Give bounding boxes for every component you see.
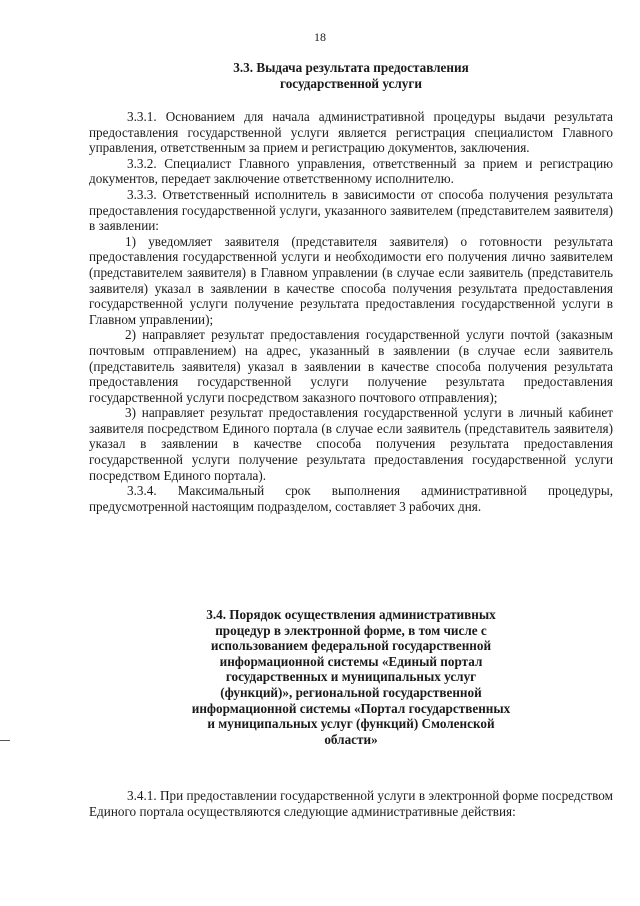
section-3-4-heading-line: государственных и муниципальных услуг <box>225 669 477 685</box>
section-3-4-heading-line: (функций)», региональной государственной <box>220 684 482 700</box>
paragraph-3-3-2: 3.3.2. Специалист Главного управления, ответственный за прием и регистрацию документов, передает заключение ответственному исполнителю. <box>89 155 613 187</box>
section-3-4-body <box>89 788 613 819</box>
section-3-4-heading-line: процедур в электронной форме, в том числе с <box>215 622 487 638</box>
margin-mark <box>0 740 10 741</box>
section-3-3-heading-line1: 3.3. Выдача результата предоставления <box>233 60 469 75</box>
paragraph-3-3-1: 3.3.1. Основанием для начала административной процедуры выдачи результата предоставления государственной услуги является регистрация специалистом Главного управления, ответственным за прием и регистрацию документов, заключения. <box>89 109 613 156</box>
list-item-3: 3) направляет результат предоставления государственной услуги в личный кабинет заявителя посредством Единого портала (в случае если заявитель (представитель заявителя) указал в заявлении в качестве способа получения результата предоставления государственной услуги получение результата предоставления государственной услуги посредством Единого портала). <box>89 405 613 483</box>
section-3-4-heading-line: информационной системы «Единый портал <box>219 653 483 669</box>
list-item-1: 1) уведомляет заявителя (представителя заявителя) о готовности результата предоставления государственной услуги и необходимости его получения лично заявителем (представителем заявителя) в Главном управлении (в случае если заявитель (представитель заявителя) указал в заявлении в качестве способа получения результата предоставления государственной услуги получение результата предоставления государственной услуги в Главном управлении); <box>89 233 613 327</box>
list-item-2: 2) направляет результат предоставления государственной услуги почтой (заказным почтовым отправлением) на адрес, указанный в заявлении (в случае если заявитель (представитель заявителя) указал в заявлении в качестве способа получения результата предоставления государственной услуги получение результата предоставления государственной услуги посредством заказного почтового отправления); <box>89 327 613 405</box>
section-3-4-heading-line: и муниципальных услуг (функций) Смоленской <box>207 716 495 732</box>
section-3-4-heading <box>89 607 613 747</box>
paragraph-3-4-1: 3.4.1. При предоставлении государственной услуги в электронной форме посредством Единого портала осуществляются следующие административные действия: <box>89 788 613 819</box>
section-3-3-heading-line2: государственной услуги <box>280 75 422 91</box>
section-3-3-body <box>89 109 613 514</box>
section-3-4-heading-line: информационной системы «Портал государственных <box>191 700 511 716</box>
section-3-3-heading <box>89 60 613 91</box>
paragraph-3-3-4: 3.3.4. Максимальный срок выполнения административной процедуры, предусмотренной настоящим подразделом, составляет 3 рабочих дня. <box>89 483 613 514</box>
section-3-4-heading-line: области» <box>324 731 378 747</box>
section-3-4-heading-line: использованием федеральной государственной <box>210 638 492 654</box>
paragraph-3-3-3: 3.3.3. Ответственный исполнитель в зависимости от способа получения результата предоставления государственной услуги, указанного заявителем (представителем заявителя) в заявлении: <box>89 186 613 234</box>
page-number: 18 <box>314 30 326 44</box>
section-3-4-heading-line: 3.4. Порядок осуществления административных <box>206 607 496 622</box>
